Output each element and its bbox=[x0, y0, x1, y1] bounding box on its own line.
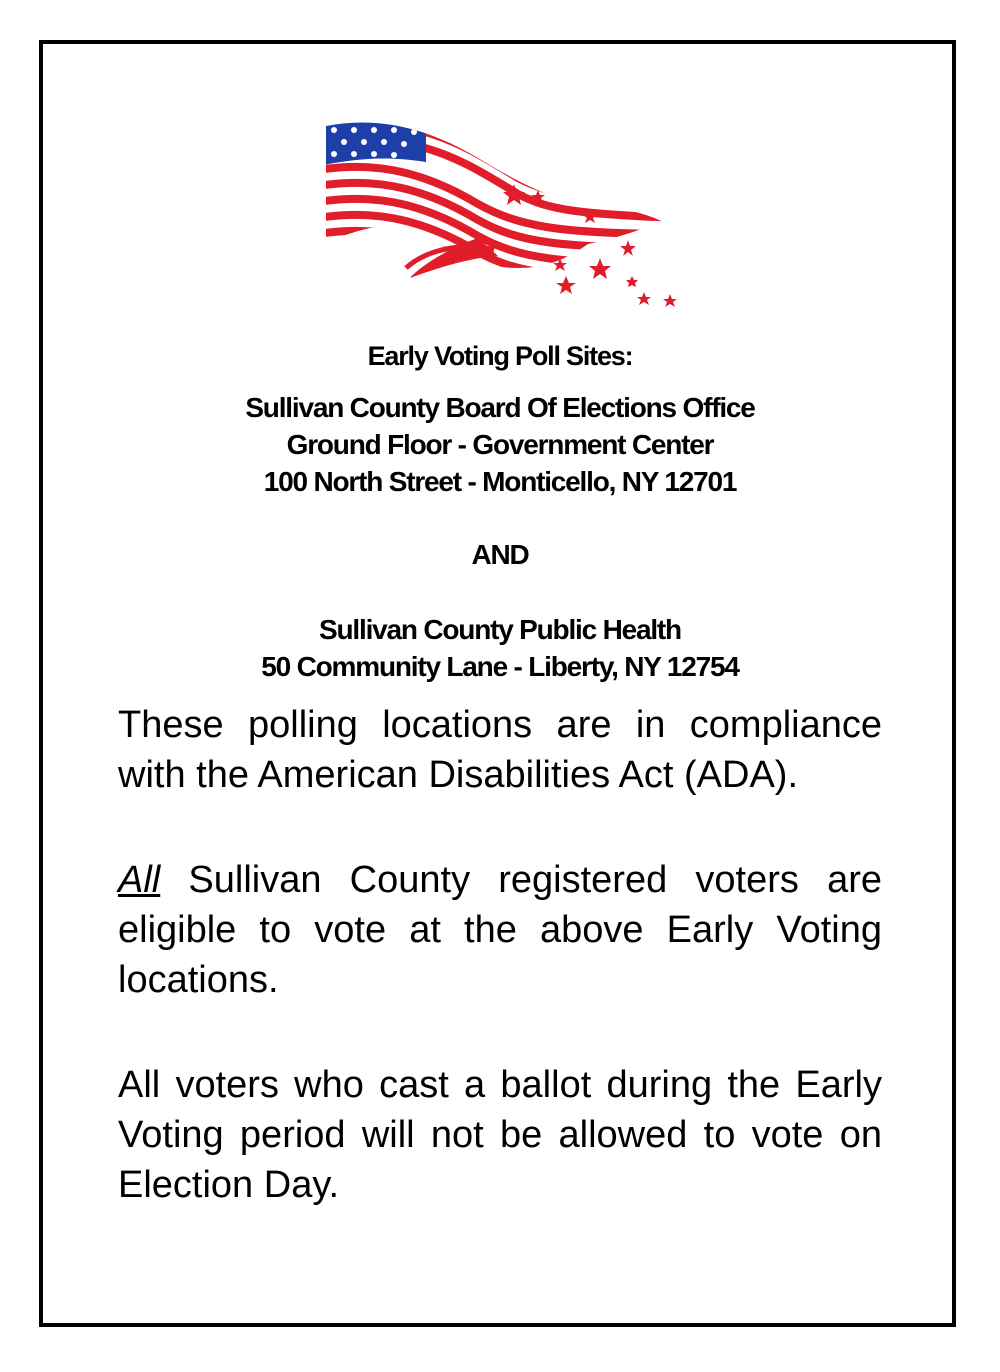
site-1-block bbox=[0, 389, 1000, 500]
site-1-address: 100 North Street - Monticello, NY 12701 bbox=[263, 466, 737, 497]
site-2-address: 50 Community Lane - Liberty, NY 12754 bbox=[261, 651, 739, 682]
site-1-name: Sullivan County Board Of Elections Office bbox=[245, 392, 755, 423]
american-flag-logo bbox=[318, 118, 688, 314]
and-separator: AND bbox=[471, 539, 529, 570]
eligibility-text: Sullivan County registered voters are eligible to vote at the above Early Voting locations. bbox=[118, 859, 882, 1001]
heading: Early Voting Poll Sites: bbox=[367, 341, 633, 371]
restriction-paragraph: All voters who cast a ballot during the Early Voting period will not be allowed to vote on Election Day. bbox=[118, 1064, 882, 1206]
site-2-block bbox=[0, 611, 1000, 685]
compliance-paragraph: These polling locations are in compliance with the American Disabilities Act (ADA). bbox=[118, 704, 882, 796]
site-1-location: Ground Floor - Government Center bbox=[286, 429, 714, 460]
all-emphasis: All bbox=[118, 859, 161, 901]
site-2-name: Sullivan County Public Health bbox=[319, 614, 681, 645]
eligibility-paragraph bbox=[118, 855, 882, 1005]
